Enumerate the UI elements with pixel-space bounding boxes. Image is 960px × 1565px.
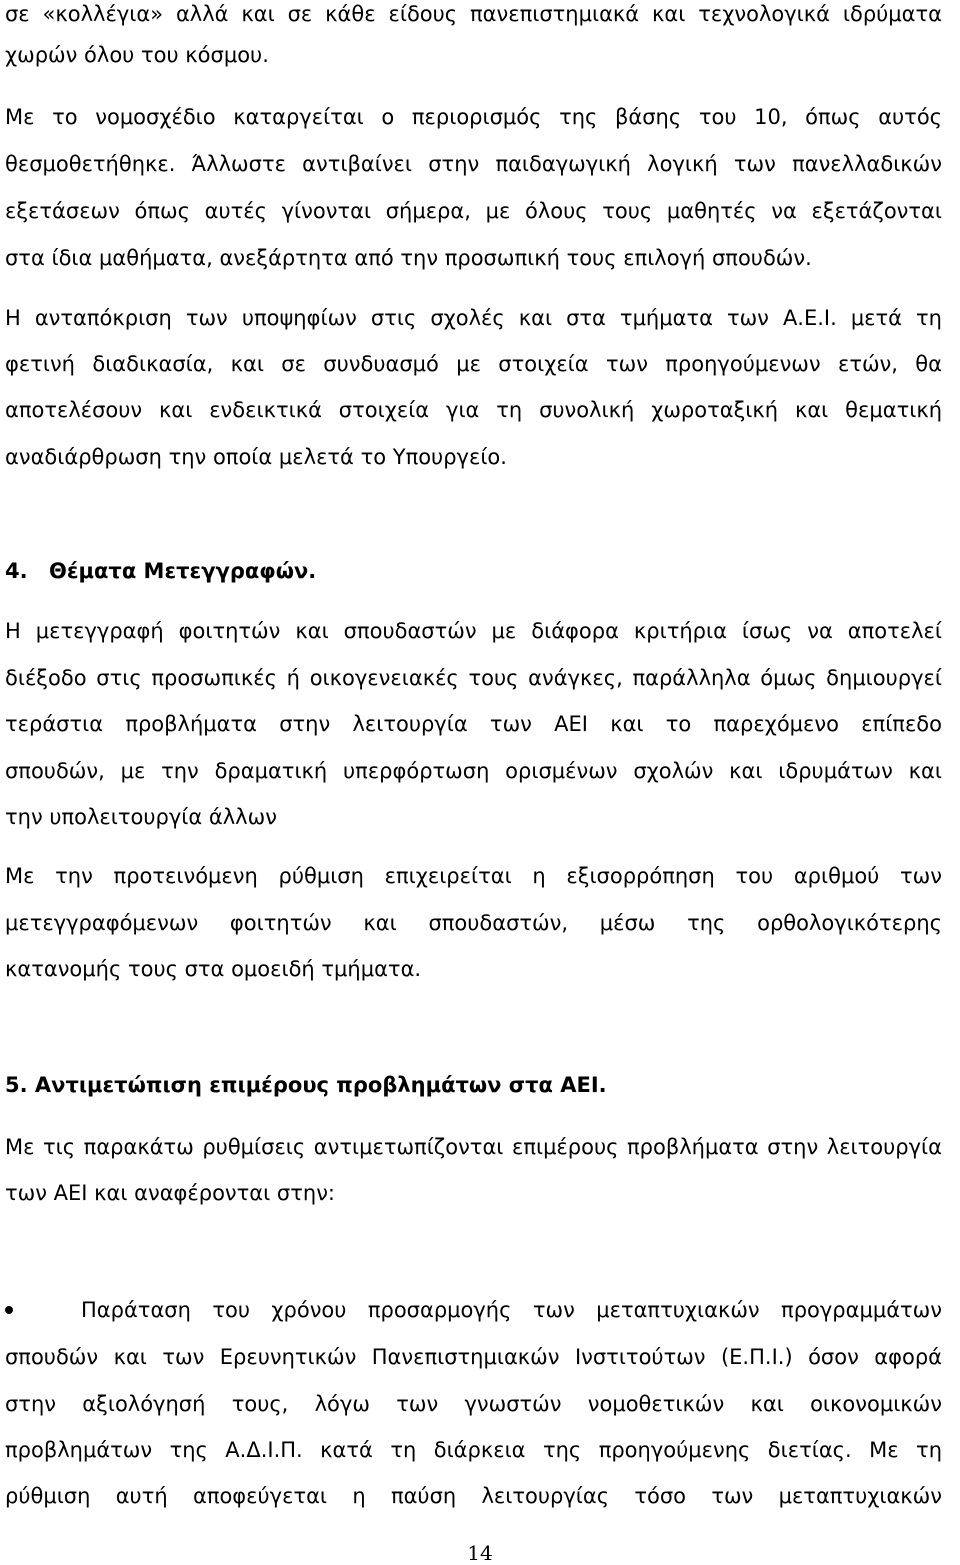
body-text-line: αποτελέσουν και ενδεικτικά στοιχεία για τη συνολική χωροταξική και θεματική bbox=[5, 398, 942, 422]
section-number: 4. bbox=[5, 559, 28, 583]
body-text-line: χωρών όλου του κόσμου. bbox=[5, 43, 269, 67]
body-text-line: Με το νομοσχέδιο καταργείται ο περιορισμός της βάσης του 10, όπως αυτός bbox=[5, 105, 942, 129]
body-text-line: ρύθμιση αυτή αποφεύγεται η παύση λειτουργίας τόσο των μεταπτυχιακών bbox=[5, 1484, 942, 1508]
body-text-line: σπουδών, με την δραματική υπερφόρτωση ορισμένων σχολών και ιδρυμάτων και bbox=[5, 759, 942, 783]
body-text-line: θεσμοθετήθηκε. Άλλωστε αντιβαίνει στην παιδαγωγική λογική των πανελλαδικών bbox=[5, 152, 942, 176]
body-text-line: αναδιάρθρωση την οποία μελετά το Υπουργείο. bbox=[5, 445, 507, 469]
body-text-line: κατανομής τους στα ομοειδή τμήματα. bbox=[5, 957, 422, 981]
page-number: 14 bbox=[467, 1541, 493, 1565]
body-text-line: την υπολειτουργία άλλων bbox=[5, 805, 277, 829]
body-text-line: προβλημάτων της Α.Δ.Ι.Π. κατά τη διάρκεια της προηγούμενης διετίας. Με τη bbox=[5, 1438, 942, 1462]
body-text-line: διέξοδο στις προσωπικές ή οικογενειακές τους ανάγκες, παράλληλα όμως δημιουργεί bbox=[5, 666, 942, 690]
body-text-line: μετεγγραφόμενων φοιτητών και σπουδαστών, μέσω της ορθολογικότερης bbox=[5, 911, 942, 935]
body-text-line: Η μετεγγραφή φοιτητών και σπουδαστών με διάφορα κριτήρια ίσως να αποτελεί bbox=[5, 619, 942, 643]
section-heading bbox=[5, 557, 942, 585]
body-text-line: Με την προτεινόμενη ρύθμιση επιχειρείται η εξισορρόπηση του αριθμού των bbox=[5, 864, 942, 888]
body-text-line: σε «κολλέγια» αλλά και σε κάθε είδους πανεπιστημιακά και τεχνολογικά ιδρύματα bbox=[5, 2, 942, 26]
body-text-line: φετινή διαδικασία, και σε συνδυασμό με στοιχεία των προηγούμενων ετών, θα bbox=[5, 352, 942, 376]
bullet-text-line: Παράταση του χρόνου προσαρμογής των μεταπτυχιακών προγραμμάτων bbox=[81, 1298, 942, 1322]
body-text-line: στα ίδια μαθήματα, ανεξάρτητα από την προσωπική τους επιλογή σπουδών. bbox=[5, 246, 812, 270]
body-text-line: των ΑΕΙ και αναφέρονται στην: bbox=[5, 1181, 336, 1205]
body-text-line: Η ανταπόκριση των υποψηφίων στις σχολές και στα τμήματα των Α.Ε.Ι. μετά τη bbox=[5, 306, 942, 330]
body-text-line: Με τις παρακάτω ρυθμίσεις αντιμετωπίζονται επιμέρους προβλήματα στην λειτουργία bbox=[5, 1135, 942, 1159]
section-title: Θέματα Μετεγγραφών. bbox=[49, 559, 317, 583]
section-heading: 5. Αντιμετώπιση επιμέρους προβλημάτων στα ΑΕΙ. bbox=[5, 1073, 607, 1097]
body-text-line: στην αξιολόγησή τους, λόγω των γνωστών νομοθετικών και οικονομικών bbox=[5, 1392, 942, 1416]
body-text-line: σπουδών και των Ερευνητικών Πανεπιστημιακών Ινστιτούτων (Ε.Π.Ι.) όσον αφορά bbox=[5, 1345, 942, 1369]
body-text-line: εξετάσεων όπως αυτές γίνονται σήμερα, με όλους τους μαθητές να εξετάζονται bbox=[5, 199, 942, 223]
bullet-icon bbox=[5, 1306, 13, 1314]
body-text-line: τεράστια προβλήματα στην λειτουργία των ΑΕΙ και το παρεχόμενο επίπεδο bbox=[5, 712, 942, 736]
